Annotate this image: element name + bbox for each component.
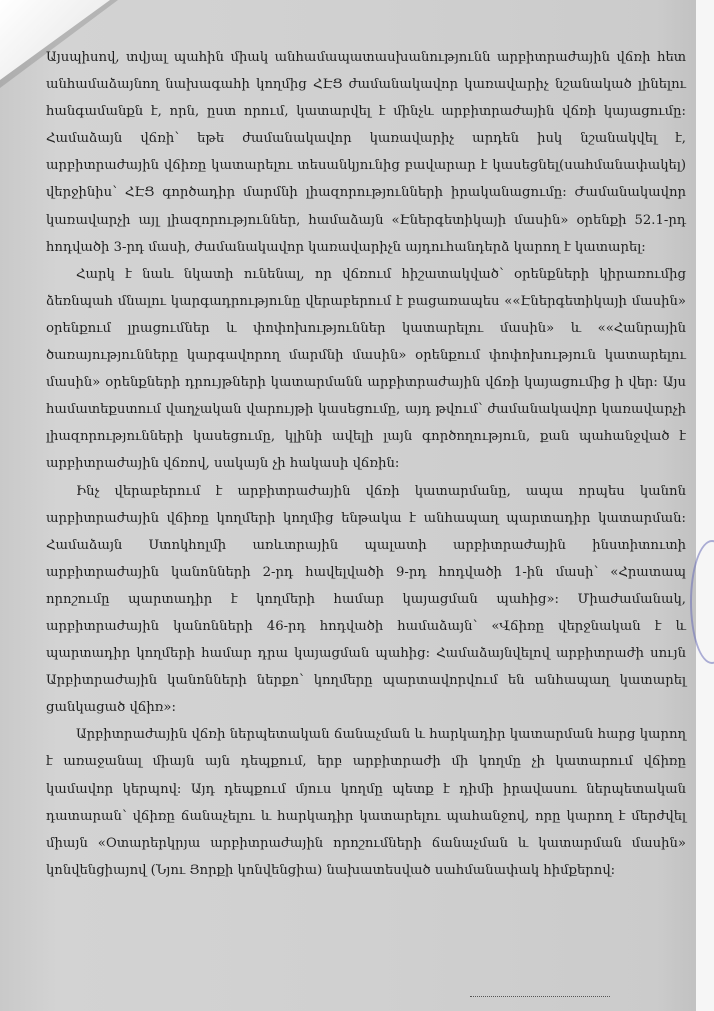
paragraph-1: Այսպիսով, տվյալ պահին միակ անհամապատասխանությունն արբիտրաժային վճռի հետ անհամաձայնող նախագահի կողմից ՀԷՑ ժամանակավոր կառավարիչ նշանակած լինելու հանգամանքն է, որն, ըստ որում, կատարվել է մինչև արբիտրաժային վճռի կայացումը: Համաձայն վճռի՝ եթե ժամանակավոր կառավարիչ արդեն իսկ նշանակվել է, արբիտրաժային վճիռը կատարելու տեսանկյունից բավարար է կասեցնել(սահմանափակել) վերջինիս՝ ՀԷՑ գործադիր մարմնի լիազորությունների իրականացումը: Ժամանակավոր կառավարչի այլ լիազորություններ, համաձայն «Էներգետիկայի մասին» օրենքի 52.1-րդ հոդվածի 3-րդ մասի, ժամանակավոր կառավարիչն այդուհանդերձ կարող է կատարել: [46, 50, 686, 255]
paragraph-4: Արբիտրաժային վճռի ներպետական ճանաչման և հարկադիր կատարման հարց կարող է առաջանալ միայն այն դեպքում, երբ արբիտրաժի մի կողմը չի կատարում վճիռը կամավոր կերպով: Այդ դեպքում մյուս կողմը պետք է դիմի իրավասու ներպետական դատարան՝ վճիռը ճանաչելու և հարկադիր կատարելու պահանջով, որը կարող է մերժվել միայն «Օտարերկրյա արբիտրաժային որոշումների ճանաչման և կատարման մասին» կոնվենցիայով (Նյու Յորքի կոնվենցիա) նախատեսված սահմանափակ հիմքերով: [46, 727, 686, 878]
page-margin [696, 0, 714, 1011]
footer-dotted-line [470, 996, 610, 1001]
paragraph-3: Ինչ վերաբերում է արբիտրաժային վճռի կատարմանը, ապա որպես կանոն արբիտրաժային վճիռը կողմերի կողմից ենթակա է անհապաղ պարտադիր կատարման: Համաձայն Ստոկհոլմի առևտրային պալատի արբիտրաժային ինստիտուտի արբիտրաժային կանոնների 2-րդ հավելվածի 9-րդ հոդվածի 1-ին մասի՝ «Հրատապ որոշումը պարտադիր է կողմերի համար կայացման պահից»: Միաժամանակ, արբիտրաժային կանոնների 46-րդ հոդվածի համաձայն՝ «Վճիռը վերջնական է և պարտադիր կողմերի համար դրա կայացման պահից: Համաձայնվելով արբիտրաժի սույն Արբիտրաժային կանոնների ներքո՝ կողմերը պարտավորվում են անհապաղ կատարել ցանկացած վճիռ»: [46, 483, 686, 716]
document-body [46, 44, 686, 884]
paragraph-2: Հարկ է նաև նկատի ունենալ, որ վճռում հիշատակված՝ օրենքների կիրառումից ձեռնպահ մնալու կարգադրությունը վերաբերում է բացառապես ««Էներգետիկայի մասին» օրենքում լրացումներ և փոփոխություններ կատարելու մասին» և ««Հանրային ծառայությունները կարգավորող մարմնի մասին» օրենքում փոփոխություն կատարելու մասին» օրենքների դրույթների կատարմանն արբիտրաժային վճռի կայացումից ի վեր: Այս համատեքստում վաղչական վարույթի կասեցումը, այդ թվում՝ ժամանակավոր կառավարչի լիազորությունների կասեցումը, կլինի ավելի լայն գործողություն, քան պահանջված է արբիտրաժային վճռով, սակայն չի հակասի վճռին: [46, 266, 686, 472]
